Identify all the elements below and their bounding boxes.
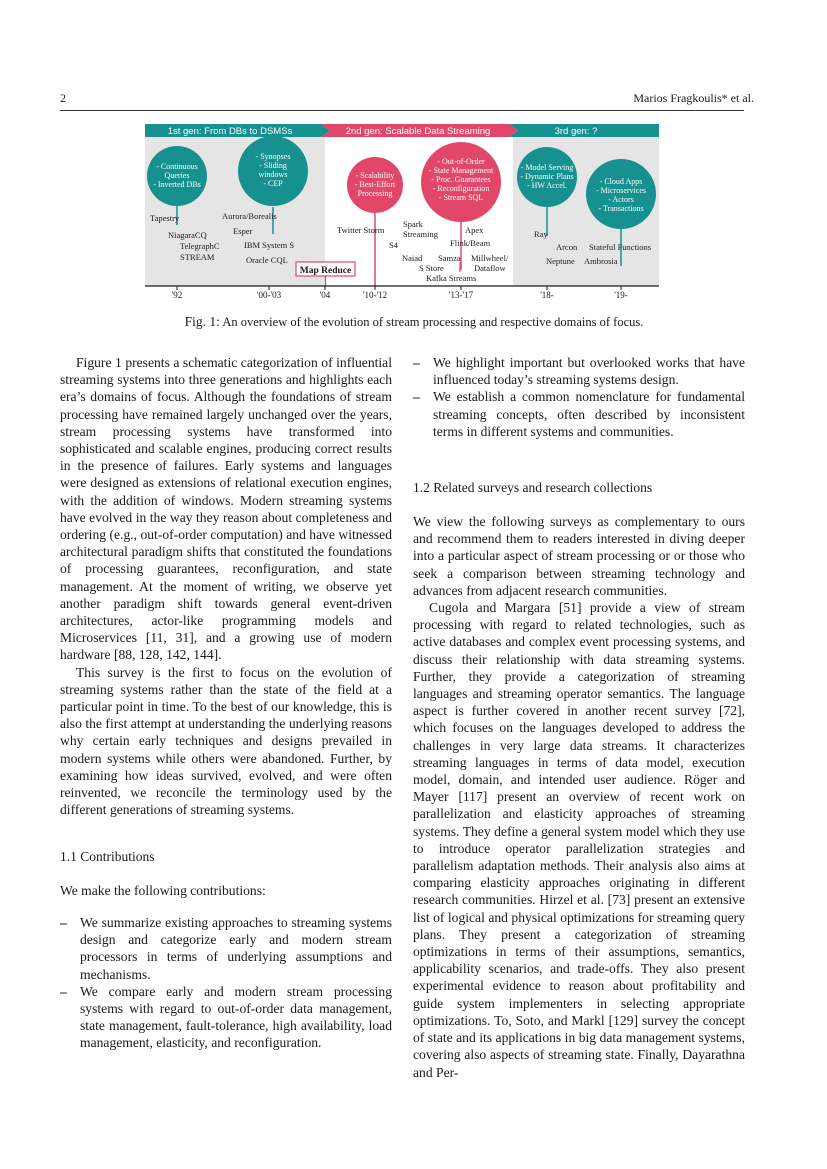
bubble6-line: - Microservices bbox=[596, 186, 646, 195]
section-heading-related: 1.2 Related surveys and research collections bbox=[413, 480, 653, 495]
system-label: IBM System S bbox=[244, 240, 295, 250]
bubble5-line: - Dynamic Plans bbox=[520, 172, 574, 181]
list-item: – We compare early and modern stream processing systems with regard to out-of-order data management, state management, fault-tolerance, high availability, load management, elasticity, and reconfiguration. bbox=[60, 983, 392, 1052]
system-label: Kafka Streams bbox=[426, 273, 477, 283]
caption-label: Fig. 1: bbox=[184, 314, 220, 329]
list-item: – We highlight important but overlooked works that have influenced today’s streaming systems design. bbox=[413, 354, 745, 388]
bubble4-line: - Out-of-Order bbox=[437, 157, 485, 166]
system-label: Ray bbox=[534, 229, 548, 239]
bubble2-line: - CEP bbox=[263, 179, 283, 188]
paragraph: We make the following contributions: bbox=[60, 883, 266, 898]
system-label: S Store bbox=[419, 263, 444, 273]
paragraph: We view the following surveys as complementary to ours and recommend them to readers interested in diving deeper into a particular aspect of stream processing or or those who seek a comparison between streaming technology and advances from adjacent research communities. bbox=[413, 514, 745, 598]
bubble2-line: windows bbox=[258, 170, 288, 179]
page-number: 2 bbox=[60, 91, 66, 105]
bubble5-line: - Model Serving bbox=[520, 163, 574, 172]
system-label: STREAM bbox=[180, 252, 215, 262]
gen2-label: 2nd gen: Scalable Data Streaming bbox=[345, 126, 491, 137]
system-label: Spark bbox=[403, 219, 423, 229]
timeline-tick: '00-'03 bbox=[256, 290, 282, 300]
timeline-tick: '18- bbox=[540, 290, 554, 300]
evolution-figure bbox=[0, 0, 827, 310]
system-label: Streaming bbox=[403, 229, 438, 239]
system-label: S4 bbox=[389, 240, 398, 250]
timeline-tick: '13-'17 bbox=[448, 290, 474, 300]
system-label: Naiad bbox=[402, 253, 423, 263]
list-item: – We establish a common nomenclature for fundamental streaming concepts, often described by inconsistent terms in different systems and communities. bbox=[413, 388, 745, 440]
paragraph: This survey is the first to focus on the evolution of streaming systems rather than the state of the field at a particular point in time. To the best of our knowledge, this is also the first attempt at understanding the underlying reasons why certain early techniques and designs prevailed in modern systems while others were abandoned. Further, by examining how ideas survived, evolved, and were often reinvented, we reconcile the terminology used by the different generations of streaming systems. bbox=[60, 664, 392, 818]
bubble2-line: - Synopses bbox=[255, 152, 291, 161]
bubble4-line: - Proc. Guarantees bbox=[431, 175, 491, 184]
map-reduce-label: Map Reduce bbox=[299, 266, 352, 276]
bubble6-line: - Transactions bbox=[598, 204, 644, 213]
figure-caption bbox=[60, 314, 768, 330]
system-label: Ambrosia bbox=[584, 256, 618, 266]
section-heading-contributions: 1.1 Contributions bbox=[60, 849, 155, 864]
bubble4-line: - Reconfiguration bbox=[432, 184, 490, 193]
bubble1-line: - Continuous bbox=[156, 162, 198, 171]
system-label: NiagaraCQ bbox=[168, 230, 207, 240]
system-label: Stateful Functions bbox=[589, 242, 652, 252]
bubble6-line: - Actors bbox=[608, 195, 634, 204]
system-label: Apex bbox=[465, 225, 484, 235]
timeline-tick: '04 bbox=[319, 290, 331, 300]
left-column-text bbox=[60, 354, 392, 818]
system-label: Samza bbox=[438, 253, 461, 263]
paragraph: Cugola and Margara [51] provide a view of stream processing with regard to related technologies, such as active databases and complex event processing systems, and discuss their relationship with data streaming systems. Further, they provide a categorization of streaming languages and streaming operator semantics. The language aspect is further covered in another recent survey [72], which focuses on the languages developed to address the challenges in very large data streams. It characterizes streaming languages in terms of data model, execution model, domain, and intended user audience. Röger and Mayer [117] present an overview of recent work on parallelization and elasticity approaches of streaming systems. They define a general system model which they use to introduce operator parallelization strategies and parallelism adaptation methods. Their analysis also aims at comparing elasticity approaches originating in different research communities. Hirzel et al. [73] present an extensive list of logical and physical optimizations for streaming query plans. They present a categorization of streaming optimizations in terms of their assumptions, semantics, applicability scenarios, and trade-offs. They also present experimental evidence to reason about profitability and guide system implementers in selecting appropriate optimizations. To, Soto, and Markl [129] survey the concept of state and its applications in big data management systems, covering also aspects of streaming state. Finally, Dayarathna and Per- bbox=[413, 600, 745, 1080]
right-column-text bbox=[413, 513, 745, 1081]
bubble1-line: - Inverted DBs bbox=[153, 180, 201, 189]
system-label: Millwheel/ bbox=[471, 253, 509, 263]
system-label: Twitter Storm bbox=[337, 225, 385, 235]
bubble5-line: - HW Accel. bbox=[526, 181, 568, 190]
timeline-tick: '92 bbox=[171, 290, 183, 300]
bubble6-line: - Cloud Apps bbox=[599, 177, 643, 186]
system-label: TelegraphC bbox=[180, 241, 220, 251]
gen3-label: 3rd gen: ? bbox=[554, 126, 598, 137]
running-head: Marios Fragkoulis* et al. bbox=[633, 91, 754, 105]
list-item: – We summarize existing approaches to streaming systems design and categorize early and modern stream processors in terms of underlying assumptions and mechanisms. bbox=[60, 914, 392, 983]
system-label: Flink/Beam bbox=[450, 238, 491, 248]
bubble4-line: - State Management bbox=[428, 166, 494, 175]
system-label: Tapestry bbox=[150, 213, 180, 223]
bubble2-line: - Sliding bbox=[259, 161, 287, 170]
timeline-tick: '10-'12 bbox=[362, 290, 388, 300]
bubble3-line: - Best-Effort bbox=[354, 180, 396, 189]
bubble1-line: Queries bbox=[164, 171, 190, 180]
bubble3-line: Processing bbox=[357, 189, 393, 198]
system-label: Arcon bbox=[556, 242, 578, 252]
system-label: Esper bbox=[233, 226, 253, 236]
paragraph: Figure 1 presents a schematic categorization of influential streaming systems into three generations and highlights each era’s domains of focus. Although the foundations of stream processing have remained largely unchanged over the years, stream processing systems have transformed into sophisticated and scalable engines, producing correct results in the presence of failures. Early systems and languages were designed as extensions of relational execution engines, with the addition of windows. Modern streaming systems have evolved in the way they reason about completeness and ordering (e.g., out-of-order computation) and have witnessed architectural paradigm shifts that constituted the foundations of processing guarantees, reconfiguration, and state management. At the moment of writing, we observe yet another paradigm shift towards general event-driven architectures, actor-like programming models and Microservices [11, 31], and a growing use of modern hardware [88, 128, 142, 144]. bbox=[60, 355, 392, 663]
contributions-intro bbox=[60, 882, 392, 899]
gen1-label: 1st gen: From DBs to DSMSs bbox=[167, 126, 293, 137]
timeline-tick: '19- bbox=[614, 290, 628, 300]
caption-text: An overview of the evolution of stream processing and respective domains of focus. bbox=[222, 315, 644, 329]
bubble3-line: - Scalability bbox=[355, 171, 395, 180]
system-label: Aurora/Borealis bbox=[222, 211, 277, 221]
system-label: Neptune bbox=[546, 256, 575, 266]
contributions-list-left bbox=[60, 914, 392, 1052]
system-label: Oracle CQL bbox=[246, 255, 288, 265]
contributions-list-right bbox=[413, 354, 745, 440]
system-label: Dataflow bbox=[474, 263, 506, 273]
bubble4-line: - Stream SQL bbox=[438, 193, 484, 202]
